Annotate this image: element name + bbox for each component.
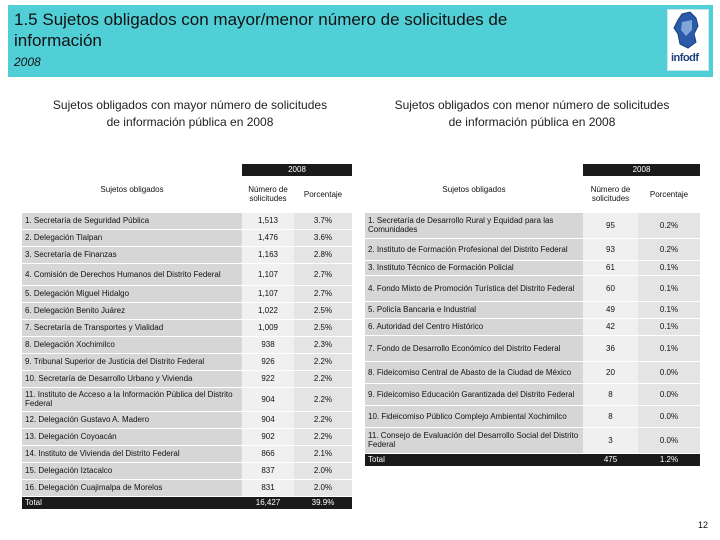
row-percent: 2.2% (294, 411, 352, 428)
row-count: 20 (583, 361, 638, 383)
row-percent: 2.0% (294, 462, 352, 479)
row-count: 831 (242, 479, 294, 496)
row-count: 904 (242, 411, 294, 428)
left-subtitle: Sujetos obligados con mayor número de solicitudes de información pública en 2008 (52, 98, 328, 129)
row-name: 11. Consejo de Evaluación del Desarrollo Social del Distrito Federal (365, 427, 583, 453)
row-name: 1. Secretaría de Seguridad Pública (22, 212, 242, 229)
row-count: 1,022 (242, 302, 294, 319)
right-year-row (365, 164, 700, 176)
row-percent: 2.2% (294, 353, 352, 370)
row-name: 10. Fideicomiso Público Complejo Ambiental Xochimilco (365, 405, 583, 427)
row-name: 4. Fondo Mixto de Promoción Turística del Distrito Federal (365, 275, 583, 301)
row-percent: 2.0% (294, 479, 352, 496)
row-percent: 2.1% (294, 445, 352, 462)
row-name: 7. Secretaría de Transportes y Vialidad (22, 319, 242, 336)
row-name: 1. Secretaría de Desarrollo Rural y Equidad para las Comunidades (365, 212, 583, 238)
row-percent: 0.2% (638, 212, 700, 238)
table-row (365, 238, 700, 260)
row-count: 902 (242, 428, 294, 445)
row-count: 1,107 (242, 285, 294, 302)
table-row (22, 462, 352, 479)
right-total-num: 475 (583, 453, 638, 466)
row-count: 8 (583, 405, 638, 427)
table-row (22, 263, 352, 285)
row-count: 1,009 (242, 319, 294, 336)
title-banner (8, 5, 713, 77)
row-percent: 3.7% (294, 212, 352, 229)
right-col-name: Sujetos obligados (365, 176, 583, 212)
table-row (365, 318, 700, 335)
row-percent: 2.5% (294, 319, 352, 336)
table-row (22, 212, 352, 229)
row-count: 8 (583, 383, 638, 405)
row-count: 938 (242, 336, 294, 353)
row-name: 8. Fideicomiso Central de Abasto de la Ciudad de México (365, 361, 583, 383)
row-name: 16. Delegación Cuajimalpa de Morelos (22, 479, 242, 496)
row-percent: 2.2% (294, 370, 352, 387)
table-row (365, 427, 700, 453)
row-percent: 2.5% (294, 302, 352, 319)
table-row (365, 212, 700, 238)
row-name: 9. Fideicomiso Educación Garantizada del Distrito Federal (365, 383, 583, 405)
table-row (22, 319, 352, 336)
row-percent: 0.1% (638, 260, 700, 275)
row-name: 15. Delegación Iztacalco (22, 462, 242, 479)
right-header-row (365, 176, 700, 212)
left-header-row (22, 176, 352, 212)
left-year: 2008 (242, 164, 352, 176)
left-total-label: Total (22, 496, 242, 509)
row-name: 4. Comisión de Derechos Humanos del Distrito Federal (22, 263, 242, 285)
row-name: 12. Delegación Gustavo A. Madero (22, 411, 242, 428)
table-row (22, 479, 352, 496)
row-name: 11. Instituto de Acceso a la Información Pública del Distrito Federal (22, 387, 242, 411)
row-percent: 0.0% (638, 405, 700, 427)
logo-text: infodf (671, 52, 699, 64)
row-name: 10. Secretaría de Desarrollo Urbano y Vivienda (22, 370, 242, 387)
left-col-pct: Porcentaje (294, 176, 352, 212)
row-name: 6. Autoridad del Centro Histórico (365, 318, 583, 335)
row-percent: 0.1% (638, 301, 700, 318)
row-percent: 2.2% (294, 387, 352, 411)
table-row (22, 387, 352, 411)
left-total-row (22, 496, 352, 509)
row-count: 36 (583, 335, 638, 361)
row-percent: 0.0% (638, 383, 700, 405)
row-name: 5. Delegación Miguel Hidalgo (22, 285, 242, 302)
city-map-icon (668, 10, 708, 50)
row-percent: 0.0% (638, 361, 700, 383)
table-row (22, 428, 352, 445)
row-count: 866 (242, 445, 294, 462)
row-name: 2. Instituto de Formación Profesional del Distrito Federal (365, 238, 583, 260)
row-name: 8. Delegación Xochimilco (22, 336, 242, 353)
left-table (22, 164, 352, 510)
left-col-name: Sujetos obligados (22, 176, 242, 212)
row-percent: 0.1% (638, 335, 700, 361)
row-percent: 2.7% (294, 263, 352, 285)
table-row (22, 246, 352, 263)
row-percent: 3.6% (294, 229, 352, 246)
table-row (365, 383, 700, 405)
row-percent: 2.8% (294, 246, 352, 263)
row-count: 49 (583, 301, 638, 318)
row-count: 95 (583, 212, 638, 238)
row-name: 14. Instituto de Vivienda del Distrito Federal (22, 445, 242, 462)
row-count: 1,163 (242, 246, 294, 263)
left-year-row (22, 164, 352, 176)
table-row (365, 361, 700, 383)
row-name: 6. Delegación Benito Juárez (22, 302, 242, 319)
row-percent: 2.2% (294, 428, 352, 445)
table-row (22, 285, 352, 302)
right-year: 2008 (583, 164, 700, 176)
row-count: 42 (583, 318, 638, 335)
right-total-label: Total (365, 453, 583, 466)
right-col-pct: Porcentaje (638, 176, 700, 212)
page-title: 1.5 Sujetos obligados con mayor/menor número de solicitudes de información (14, 10, 508, 50)
row-count: 922 (242, 370, 294, 387)
table-row (22, 229, 352, 246)
row-count: 1,476 (242, 229, 294, 246)
row-name: 7. Fondo de Desarrollo Económico del Distrito Federal (365, 335, 583, 361)
table-row (365, 405, 700, 427)
row-count: 93 (583, 238, 638, 260)
row-percent: 0.1% (638, 318, 700, 335)
left-total-pct: 39.9% (294, 496, 352, 509)
row-percent: 2.3% (294, 336, 352, 353)
table-row (365, 301, 700, 318)
row-count: 3 (583, 427, 638, 453)
row-name: 3. Instituto Técnico de Formación Policial (365, 260, 583, 275)
page-year: 2008 (14, 55, 41, 69)
row-count: 1,513 (242, 212, 294, 229)
left-col-num: Número de solicitudes (242, 176, 294, 212)
table-row (22, 445, 352, 462)
table-row (22, 302, 352, 319)
row-name: 2. Delegación Tlalpan (22, 229, 242, 246)
row-name: 3. Secretaría de Finanzas (22, 246, 242, 263)
right-col-num: Número de solicitudes (583, 176, 638, 212)
left-total-num: 16,427 (242, 496, 294, 509)
row-name: 9. Tribunal Superior de Justicia del Distrito Federal (22, 353, 242, 370)
row-count: 60 (583, 275, 638, 301)
table-row (365, 260, 700, 275)
table-row (22, 336, 352, 353)
table-row (22, 411, 352, 428)
row-name: 13. Delegación Coyoacán (22, 428, 242, 445)
row-percent: 0.0% (638, 427, 700, 453)
table-row (365, 335, 700, 361)
right-total-row (365, 453, 700, 466)
row-count: 926 (242, 353, 294, 370)
table-row (365, 275, 700, 301)
row-percent: 0.2% (638, 238, 700, 260)
table-row (22, 353, 352, 370)
row-count: 1,107 (242, 263, 294, 285)
row-name: 5. Policía Bancaria e Industrial (365, 301, 583, 318)
row-percent: 2.7% (294, 285, 352, 302)
row-percent: 0.1% (638, 275, 700, 301)
row-count: 837 (242, 462, 294, 479)
right-total-pct: 1.2% (638, 453, 700, 466)
infodf-logo (667, 9, 709, 71)
right-subtitle: Sujetos obligados con menor número de solicitudes de información pública en 2008 (394, 98, 670, 129)
row-count: 904 (242, 387, 294, 411)
right-table (365, 164, 700, 467)
row-count: 61 (583, 260, 638, 275)
page-number: 12 (697, 520, 708, 530)
table-row (22, 370, 352, 387)
